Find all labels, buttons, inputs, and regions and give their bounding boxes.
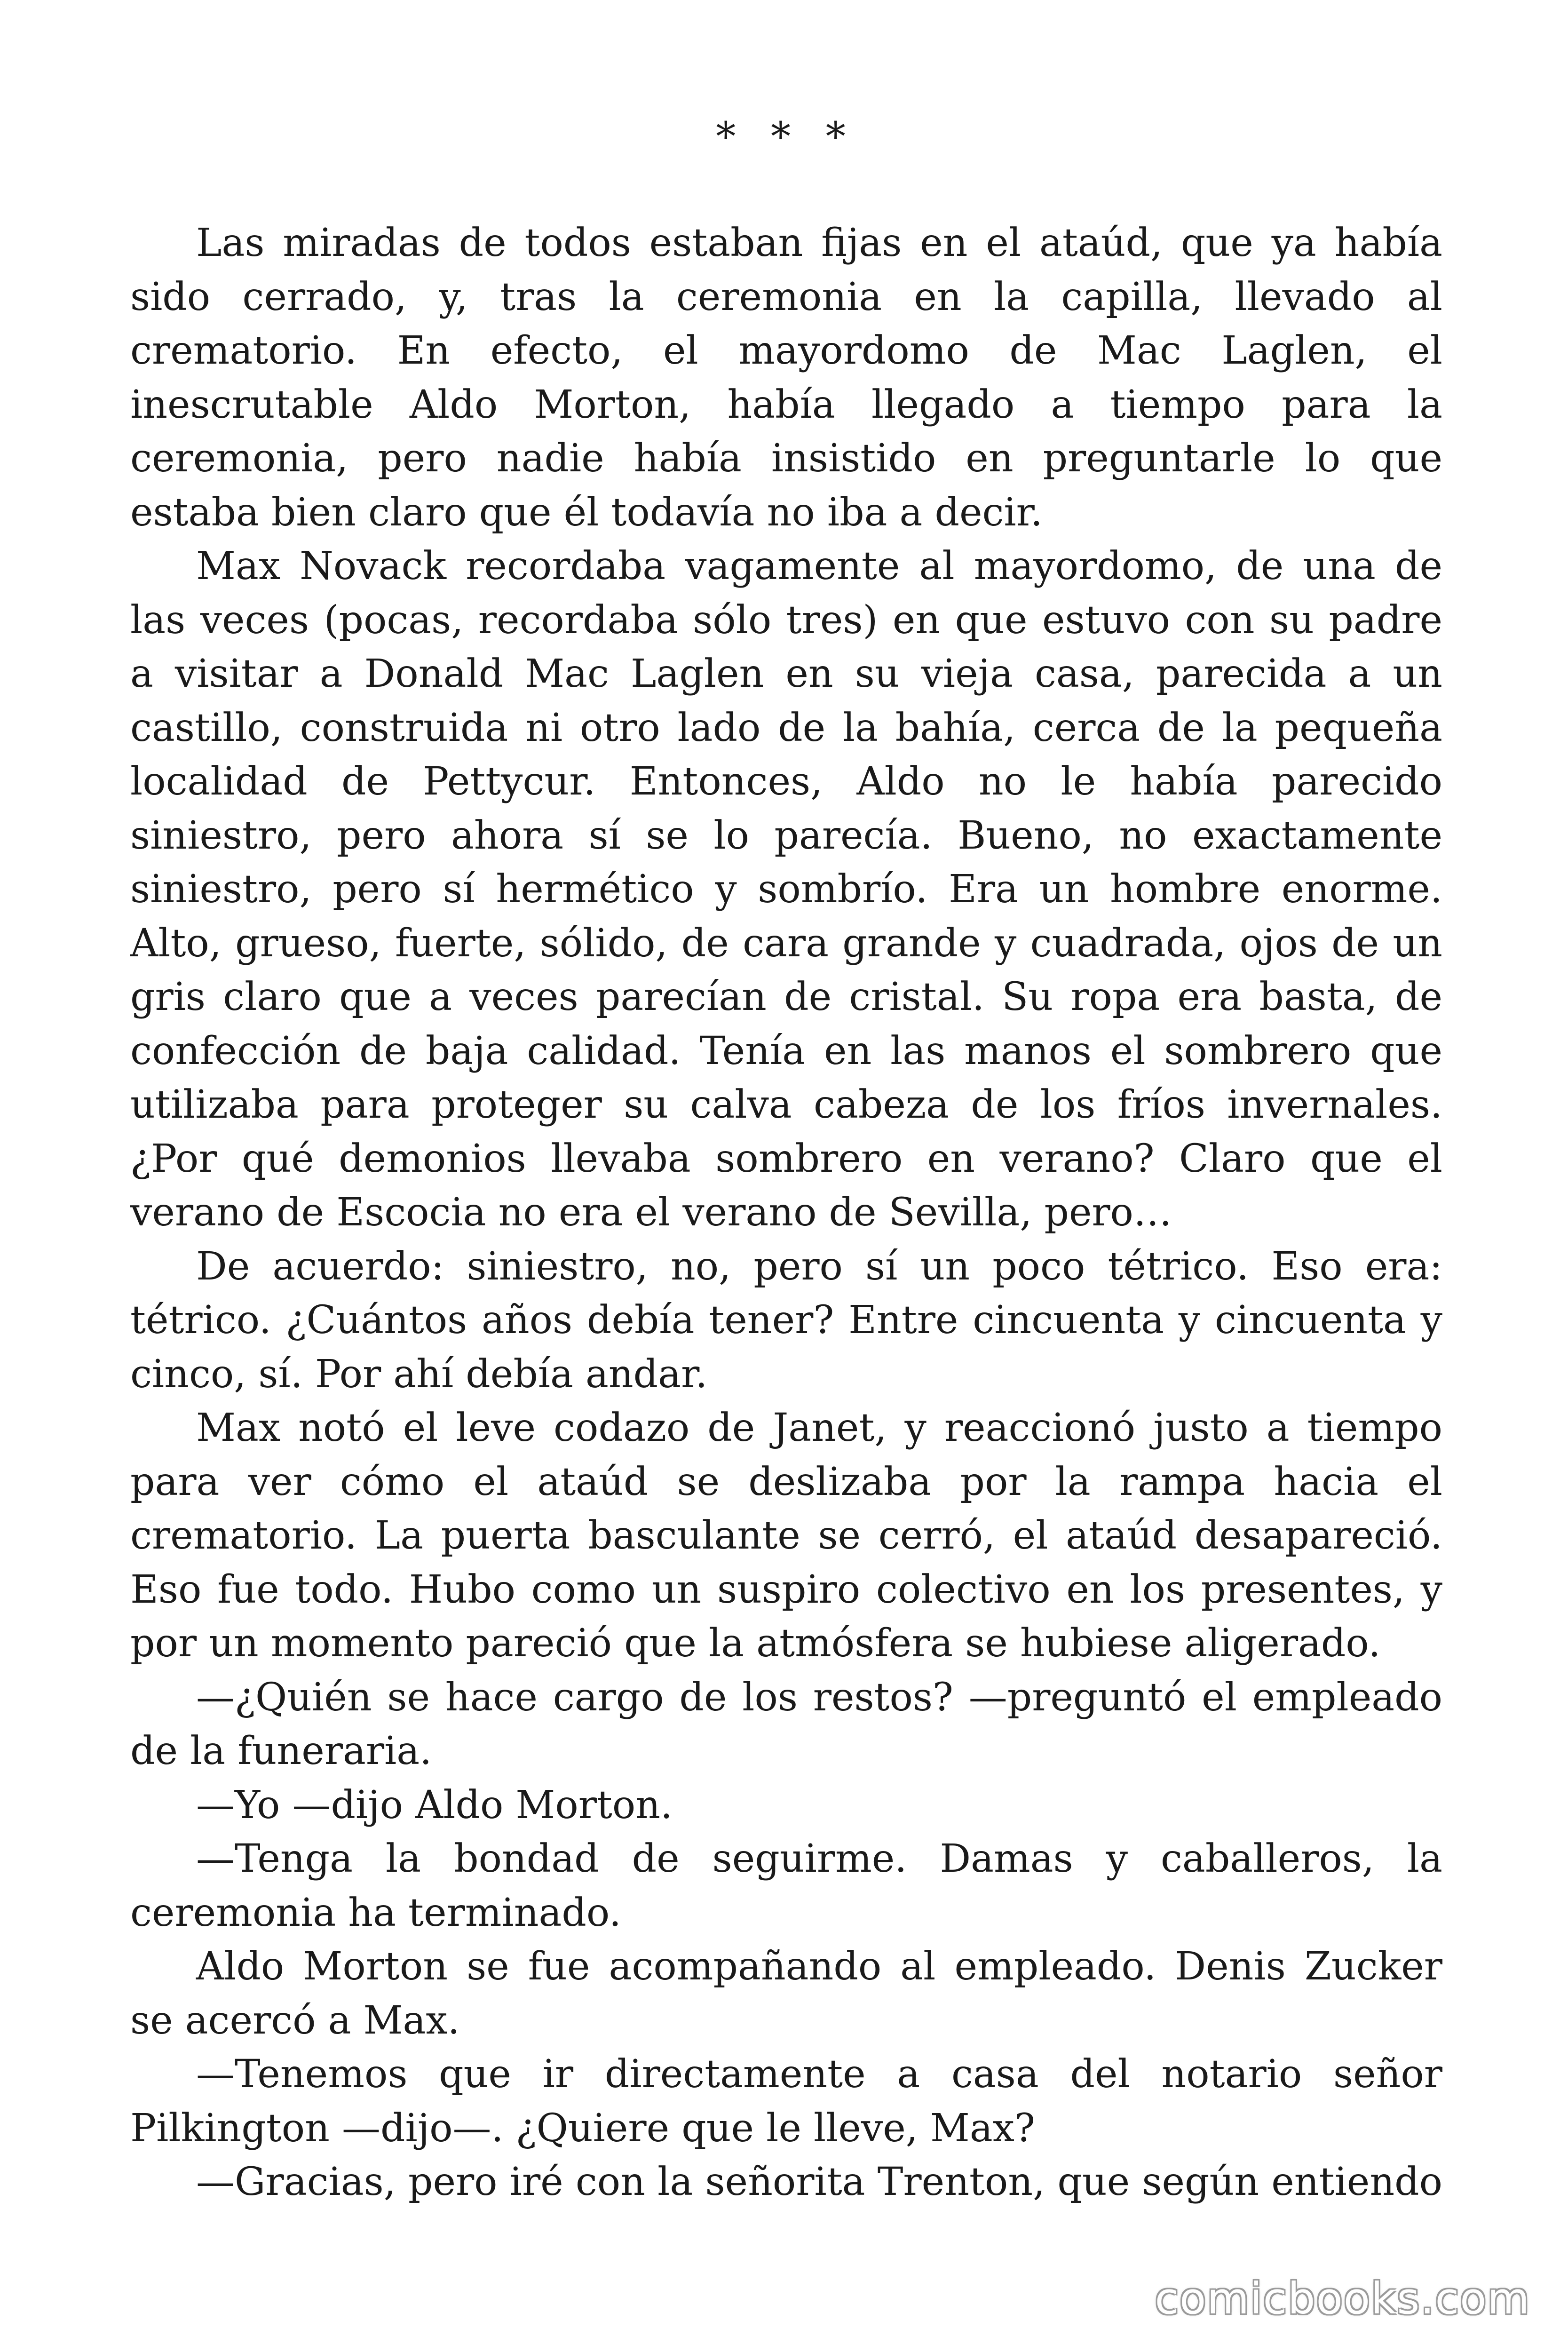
watermark-logo: comicbooks.com [1155, 2273, 1530, 2324]
scene-separator: * * * [716, 113, 857, 159]
dialogue-line: —Tenga la bondad de seguirme. Damas y caballeros, la ceremonia ha terminado. [130, 1836, 1442, 1935]
dialogue-line: —Tenemos que ir directamente a casa del notario señor Pilkington —dijo—. ¿Quiere que le lleve, Max? [130, 2052, 1442, 2151]
dialogue-line: —Yo —dijo Aldo Morton. [196, 1782, 673, 1828]
paragraph: Las miradas de todos estaban fijas en el ataúd, que ya había sido cerrado, y, tras la ceremonia en la capilla, llevado al crematorio. En efecto, el mayordomo de Mac Laglen, el inescrutable Aldo Morton, había llegado a tiempo para la ceremonia, pero nadie había insistido en preguntarle lo que estaba bien claro que él todavía no iba a decir. [130, 221, 1442, 535]
dialogue-line: —¿Quién se hace cargo de los restos? —preguntó el empleado de la funeraria. [130, 1675, 1442, 1773]
page-body [130, 113, 1442, 2209]
dialogue-line: —Gracias, pero iré con la señorita Trenton, que según entiendo [196, 2160, 1442, 2204]
paragraph: Max Novack recordaba vagamente al mayordomo, de una de las veces (pocas, recordaba sólo tres) en que estuvo con su padre a visitar a Donald Mac Laglen en su vieja casa, parecida a un castillo, construida ni otro lado de la bahía, cerca de la pequeña localidad de Pettycur. Entonces, Aldo no le había parecido siniestro, pero ahora sí se lo parecía. Bueno, no exactamente siniestro, pero sí hermético y sombrío. Era un hombre enorme. Alto, grueso, fuerte, sólido, de cara grande y cuadrada, ojos de un gris claro que a veces parecían de cristal. Su ropa era basta, de confección de baja calidad. Tenía en las manos el sombrero que utilizaba para proteger su calva cabeza de los fríos invernales. ¿Por qué demonios llevaba sombrero en verano? Claro que el verano de Escocia no era el verano de Sevilla, pero… [130, 544, 1442, 1235]
paragraph: Max notó el leve codazo de Janet, y reaccionó justo a tiempo para ver cómo el ataúd se deslizaba por la rampa hacia el crematorio. La puerta basculante se cerró, el ataúd desapareció. Eso fue todo. Hubo como un suspiro colectivo en los presentes, y por un momento pareció que la atmósfera se hubiese aligerado. [130, 1406, 1442, 1666]
paragraph: De acuerdo: siniestro, no, pero sí un poco tétrico. Eso era: tétrico. ¿Cuántos años debía tener? Entre cincuenta y cincuenta y cinco, sí. Por ahí debía andar. [130, 1244, 1442, 1397]
paragraph: Aldo Morton se fue acompañando al empleado. Denis Zucker se acercó a Max. [130, 1944, 1442, 2043]
